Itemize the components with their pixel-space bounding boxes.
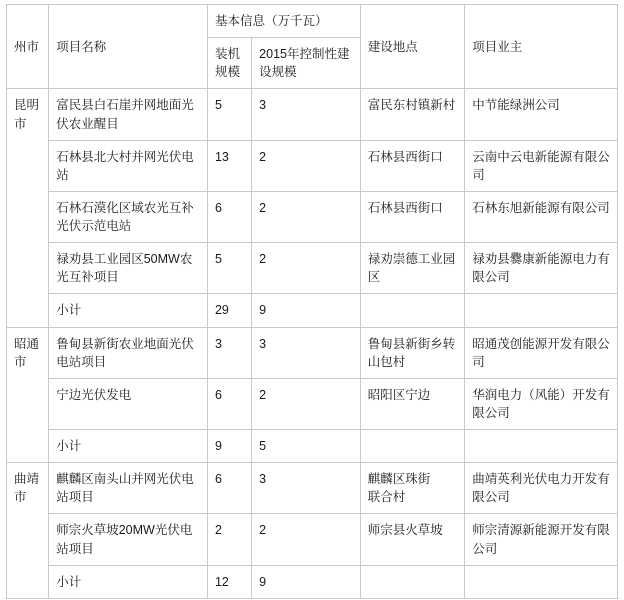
- table-row: [7, 463, 618, 514]
- table-row: [7, 327, 618, 378]
- table-row: [7, 140, 618, 191]
- header-city: 州市: [7, 5, 49, 89]
- capacity-value: 5: [207, 89, 251, 140]
- subtotal-row: [7, 565, 618, 598]
- subtotal-row: [7, 430, 618, 463]
- project-name: 麒麟区南头山并网光伏电站项目: [49, 463, 208, 514]
- header-basic-info: 基本信息（万千瓦）: [207, 5, 360, 38]
- header-capacity: 装机规模: [207, 38, 251, 89]
- capacity-value: 2: [207, 514, 251, 565]
- subtotal-capacity: 12: [207, 565, 251, 598]
- city-kunming: 昆明市: [7, 89, 49, 327]
- capacity-value: 6: [207, 463, 251, 514]
- project-site: 禄劝崇德工业园区: [360, 243, 465, 294]
- subtotal-control: 9: [252, 294, 361, 327]
- subtotal-site: [360, 294, 465, 327]
- table-row: [7, 514, 618, 565]
- header-project-name: 项目名称: [49, 5, 208, 89]
- project-site: [360, 463, 465, 514]
- project-name: 禄劝县工业园区50MW农光互补项目: [49, 243, 208, 294]
- project-site: 富民东村镇新村: [360, 89, 465, 140]
- subtotal-capacity: 9: [207, 430, 251, 463]
- project-owner: 禄劝县爨康新能源电力有限公司: [465, 243, 618, 294]
- project-name: 宁边光伏发电: [49, 378, 208, 429]
- table-row: [7, 89, 618, 140]
- city-qujing: 曲靖市: [7, 463, 49, 599]
- project-name: 富民县白石崖并网地面光伏农业醒目: [49, 89, 208, 140]
- control-value: 3: [252, 89, 361, 140]
- project-name: 师宗火草坡20MW光伏电站项目: [49, 514, 208, 565]
- subtotal-owner: [465, 565, 618, 598]
- subtotal-owner: [465, 430, 618, 463]
- project-site: 石林县西街口: [360, 140, 465, 191]
- header-control-scale: 2015年控制性建设规模: [252, 38, 361, 89]
- project-name: 石林石漠化区域农光互补光伏示范电站: [49, 191, 208, 242]
- city-zhaotong: 昭通市: [7, 327, 49, 463]
- control-value: 2: [252, 243, 361, 294]
- capacity-value: 5: [207, 243, 251, 294]
- subtotal-capacity: 29: [207, 294, 251, 327]
- project-owner: 华润电力（风能）开发有限公司: [465, 378, 618, 429]
- capacity-value: 3: [207, 327, 251, 378]
- project-site: 师宗县火草坡: [360, 514, 465, 565]
- project-name: 鲁甸县新街农业地面光伏电站项目: [49, 327, 208, 378]
- table-header: [7, 5, 618, 89]
- subtotal-label: 小计: [49, 294, 208, 327]
- project-site: 石林县西街口: [360, 191, 465, 242]
- subtotal-owner: [465, 294, 618, 327]
- site-line-2: 联合村: [367, 490, 406, 505]
- control-value: 2: [252, 191, 361, 242]
- table-row: [7, 378, 618, 429]
- capacity-value: 6: [207, 378, 251, 429]
- table-row: [7, 243, 618, 294]
- control-value: 3: [252, 463, 361, 514]
- project-owner: 云南中云电新能源有限公司: [465, 140, 618, 191]
- table-row: [7, 191, 618, 242]
- control-value: 2: [252, 140, 361, 191]
- subtotal-row: [7, 294, 618, 327]
- project-owner: 石林东旭新能源有限公司: [465, 191, 618, 242]
- table-body: [7, 89, 618, 598]
- capacity-value: 13: [207, 140, 251, 191]
- capacity-value: 6: [207, 191, 251, 242]
- header-owner: 项目业主: [465, 5, 618, 89]
- table-header-row-1: [7, 5, 618, 38]
- project-owner: 昭通茂创能源开发有限公司: [465, 327, 618, 378]
- subtotal-control: 9: [252, 565, 361, 598]
- project-site: 昭阳区宁边: [360, 378, 465, 429]
- subtotal-label: 小计: [49, 565, 208, 598]
- subtotal-control: 5: [252, 430, 361, 463]
- photovoltaic-project-table: [6, 4, 618, 599]
- subtotal-site: [360, 430, 465, 463]
- project-owner: 曲靖英利光伏电力开发有限公司: [465, 463, 618, 514]
- site-line-1: 麒麟区珠街: [367, 472, 431, 487]
- subtotal-site: [360, 565, 465, 598]
- control-value: 2: [252, 514, 361, 565]
- project-site: 鲁甸县新街乡转山包村: [360, 327, 465, 378]
- control-value: 3: [252, 327, 361, 378]
- control-value: 2: [252, 378, 361, 429]
- project-name: 石林县北大村并网光伏电站: [49, 140, 208, 191]
- project-owner: 中节能绿洲公司: [465, 89, 618, 140]
- subtotal-label: 小计: [49, 430, 208, 463]
- header-site: 建设地点: [360, 5, 465, 89]
- project-owner: 师宗清源新能源开发有限公司: [465, 514, 618, 565]
